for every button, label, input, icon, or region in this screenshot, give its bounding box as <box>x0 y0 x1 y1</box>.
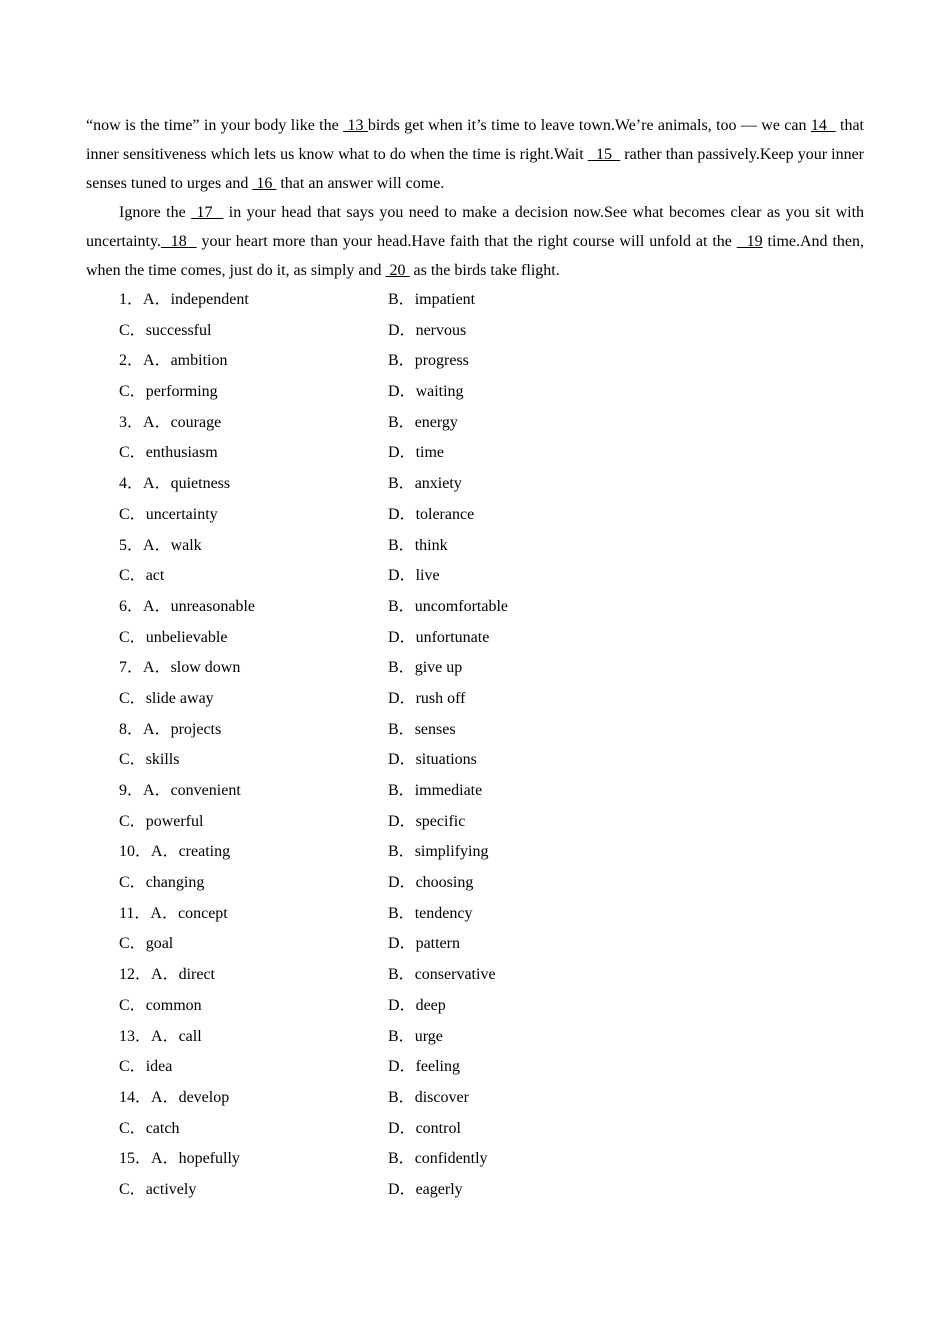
question-4-row-cd <box>119 500 819 531</box>
question-8-row-cd <box>119 745 819 776</box>
question-number: 7． <box>119 659 144 677</box>
blank-20: 20 <box>385 262 410 279</box>
option-d <box>388 561 440 592</box>
question-number: 8． <box>119 720 144 738</box>
option-text: live <box>415 567 440 585</box>
option-d <box>388 1114 461 1145</box>
option-letter: D． <box>388 1119 416 1137</box>
option-text: pattern <box>415 935 460 953</box>
option-letter: A． <box>143 352 171 370</box>
option-letter: C． <box>119 751 146 769</box>
question-13-row-cd <box>119 1052 819 1083</box>
option-d <box>388 1052 460 1083</box>
blank-13: 13 <box>343 117 368 134</box>
option-letter: A． <box>143 475 171 493</box>
passage-text: rather than passively.Keep your inner senses tuned to urges and <box>86 146 865 192</box>
question-5-row-cd <box>119 561 819 592</box>
option-d <box>388 377 464 408</box>
option-a <box>119 408 221 439</box>
question-number: 12． <box>119 966 152 984</box>
option-text: uncertainty <box>145 505 218 523</box>
option-letter: A． <box>143 659 171 677</box>
option-letter: B． <box>388 904 415 922</box>
option-c <box>119 377 218 408</box>
option-letter: D． <box>388 567 416 585</box>
option-c <box>119 561 164 592</box>
question-number: 13． <box>119 1027 152 1045</box>
option-letter: C． <box>119 321 146 339</box>
option-a <box>119 1083 229 1114</box>
option-c <box>119 991 202 1022</box>
option-letter: D． <box>388 751 416 769</box>
option-text: slow down <box>170 659 241 677</box>
option-letter: D． <box>388 383 416 401</box>
option-b <box>388 899 472 930</box>
question-3-row-ab <box>119 408 819 439</box>
option-text: catch <box>145 1119 180 1137</box>
option-c <box>119 684 214 715</box>
option-text: conservative <box>414 966 496 984</box>
question-12-row-cd <box>119 991 819 1022</box>
option-text: goal <box>145 935 174 953</box>
option-letter: D． <box>388 874 416 892</box>
option-c <box>119 1175 196 1206</box>
option-letter: C． <box>119 1058 146 1076</box>
question-2-row-ab <box>119 346 819 377</box>
option-text: hopefully <box>178 1150 240 1168</box>
option-c <box>119 929 173 960</box>
option-letter: B． <box>388 1150 415 1168</box>
option-text: eagerly <box>415 1180 463 1198</box>
option-text: specific <box>415 812 466 830</box>
question-number: 1． <box>119 291 144 308</box>
question-7-row-cd <box>119 684 819 715</box>
question-1-row-cd <box>119 316 819 347</box>
question-14-row-ab <box>119 1083 819 1114</box>
reading-passage <box>86 111 864 285</box>
option-text: waiting <box>415 383 464 401</box>
option-text: enthusiasm <box>145 444 218 462</box>
option-letter: B． <box>388 659 415 677</box>
question-14-row-cd <box>119 1114 819 1145</box>
option-a <box>119 653 240 684</box>
option-c <box>119 745 179 776</box>
option-text: impatient <box>414 291 476 308</box>
question-8-row-ab <box>119 715 819 746</box>
option-a <box>119 776 241 807</box>
option-text: nervous <box>415 321 467 339</box>
option-letter: B． <box>388 413 415 431</box>
option-letter: D． <box>388 935 416 953</box>
option-text: skills <box>145 751 180 769</box>
option-b <box>388 1144 488 1175</box>
option-d <box>388 745 477 776</box>
question-5-row-ab <box>119 531 819 562</box>
option-letter: A． <box>143 597 171 615</box>
option-a <box>119 531 202 562</box>
option-text: slide away <box>145 689 214 707</box>
option-letter: A． <box>150 904 178 922</box>
option-letter: B． <box>388 1088 415 1106</box>
option-b <box>388 837 488 868</box>
question-number: 14． <box>119 1088 152 1106</box>
option-b <box>388 653 462 684</box>
option-text: successful <box>145 321 212 339</box>
option-d <box>388 438 444 469</box>
option-b <box>388 469 462 500</box>
question-number: 5． <box>119 536 144 554</box>
passage-paragraph-1 <box>86 111 864 198</box>
option-c <box>119 623 227 654</box>
blank-14: 14 <box>810 117 836 134</box>
option-a <box>119 715 221 746</box>
option-text: urge <box>414 1027 443 1045</box>
option-letter: D． <box>388 444 416 462</box>
option-text: progress <box>414 352 469 370</box>
option-text: unfortunate <box>415 628 490 646</box>
question-7-row-ab <box>119 653 819 684</box>
option-text: control <box>415 1119 461 1137</box>
option-text: anxiety <box>414 475 462 493</box>
option-c <box>119 316 211 347</box>
option-d <box>388 991 446 1022</box>
option-a <box>119 837 230 868</box>
option-letter: C． <box>119 567 146 585</box>
question-15-row-ab <box>119 1144 819 1175</box>
option-text: senses <box>414 720 456 738</box>
option-text: quietness <box>170 475 231 493</box>
option-letter: D． <box>388 1058 416 1076</box>
option-c <box>119 500 218 531</box>
option-text: actively <box>145 1180 197 1198</box>
option-letter: C． <box>119 1180 146 1198</box>
option-text: changing <box>145 874 205 892</box>
option-letter: A． <box>151 966 179 984</box>
option-letter: A． <box>143 536 171 554</box>
option-letter: B． <box>388 291 415 308</box>
question-9-row-cd <box>119 807 819 838</box>
question-6-row-ab <box>119 592 819 623</box>
question-4-row-ab <box>119 469 819 500</box>
option-c <box>119 438 218 469</box>
option-letter: C． <box>119 812 146 830</box>
option-letter: A． <box>143 720 171 738</box>
option-d <box>388 1175 463 1206</box>
question-number: 4． <box>119 475 144 493</box>
option-d <box>388 500 474 531</box>
blank-16: 16 <box>252 175 277 192</box>
blank-18: 18 <box>160 233 197 250</box>
option-a <box>119 346 227 377</box>
option-letter: B． <box>388 597 415 615</box>
option-c <box>119 868 204 899</box>
option-letter: C． <box>119 1119 146 1137</box>
option-d <box>388 684 465 715</box>
option-text: call <box>178 1027 202 1045</box>
option-letter: C． <box>119 689 146 707</box>
option-text: deep <box>415 996 446 1014</box>
option-text: independent <box>170 291 249 308</box>
option-b <box>388 592 508 623</box>
option-text: powerful <box>145 812 204 830</box>
option-text: simplifying <box>414 843 489 861</box>
option-letter: C． <box>119 505 146 523</box>
option-letter: C． <box>119 444 146 462</box>
option-b <box>388 1083 469 1114</box>
option-text: common <box>145 996 202 1014</box>
option-text: discover <box>414 1088 469 1106</box>
option-d <box>388 868 473 899</box>
option-d <box>388 807 465 838</box>
option-letter: D． <box>388 996 416 1014</box>
option-letter: A． <box>143 413 171 431</box>
option-letter: C． <box>119 628 146 646</box>
question-11-row-ab <box>119 899 819 930</box>
passage-text: time.And then, when the time comes, just do it, as simply and <box>86 233 865 279</box>
option-letter: A． <box>151 1150 179 1168</box>
blank-19: 19 <box>736 233 763 250</box>
option-letter: B． <box>388 352 415 370</box>
question-13-row-ab <box>119 1022 819 1053</box>
question-1-row-ab <box>119 285 819 316</box>
option-letter: B． <box>388 1027 415 1045</box>
option-text: concept <box>177 904 228 922</box>
blank-17: 17 <box>191 204 224 221</box>
option-letter: C． <box>119 935 146 953</box>
option-letter: B． <box>388 475 415 493</box>
option-text: act <box>145 567 165 585</box>
option-text: situations <box>415 751 477 769</box>
option-d <box>388 623 489 654</box>
passage-text: that inner sensitiveness which lets us know what to do when the time is right.Wait <box>86 117 865 163</box>
option-letter: B． <box>388 782 415 799</box>
option-letter: C． <box>119 383 146 401</box>
answer-options-list <box>119 285 819 1206</box>
question-2-row-cd <box>119 377 819 408</box>
option-d <box>388 929 460 960</box>
option-letter: D． <box>388 505 416 523</box>
option-b <box>388 960 496 991</box>
option-letter: A． <box>151 843 179 861</box>
option-text: time <box>415 444 444 462</box>
passage-text: in your head that says you need to make a decision now.See what becomes clear as you sit with uncertainty. <box>86 204 865 250</box>
question-10-row-ab <box>119 837 819 868</box>
option-a <box>119 960 215 991</box>
option-text: rush off <box>415 689 466 707</box>
option-text: feeling <box>415 1058 460 1076</box>
option-text: ambition <box>170 352 228 370</box>
option-letter: A． <box>151 1027 179 1045</box>
option-letter: B． <box>388 966 415 984</box>
option-letter: B． <box>388 720 415 738</box>
option-letter: C． <box>119 874 146 892</box>
option-a <box>119 1144 240 1175</box>
question-number: 15． <box>119 1150 152 1168</box>
option-text: performing <box>145 383 218 401</box>
option-letter: D． <box>388 689 416 707</box>
question-10-row-cd <box>119 868 819 899</box>
option-text: choosing <box>415 874 474 892</box>
option-d <box>388 316 466 347</box>
question-12-row-ab <box>119 960 819 991</box>
option-letter: B． <box>388 536 415 554</box>
option-text: idea <box>145 1058 173 1076</box>
option-letter: D． <box>388 321 416 339</box>
option-b <box>388 346 469 377</box>
option-text: courage <box>170 413 222 431</box>
option-text: immediate <box>414 782 483 799</box>
option-b <box>388 285 475 316</box>
question-number: 6． <box>119 597 144 615</box>
option-text: projects <box>170 720 222 738</box>
option-letter: C． <box>119 996 146 1014</box>
option-b <box>388 531 448 562</box>
option-c <box>119 1114 179 1145</box>
passage-text: as the birds take flight. <box>409 262 560 279</box>
option-c <box>119 807 203 838</box>
option-a <box>119 469 230 500</box>
question-number: 3． <box>119 413 144 431</box>
passage-paragraph-2 <box>86 198 864 285</box>
question-number: 9． <box>119 782 144 799</box>
question-9-row-ab <box>119 776 819 807</box>
option-letter: D． <box>388 1180 416 1198</box>
question-6-row-cd <box>119 623 819 654</box>
option-text: creating <box>178 843 231 861</box>
question-3-row-cd <box>119 438 819 469</box>
option-letter: D． <box>388 628 416 646</box>
option-text: unbelievable <box>145 628 228 646</box>
question-number: 11． <box>119 904 151 922</box>
option-letter: A． <box>151 1088 179 1106</box>
option-letter: A． <box>143 291 171 308</box>
option-letter: D． <box>388 812 416 830</box>
option-text: confidently <box>414 1150 488 1168</box>
option-a <box>119 592 255 623</box>
passage-text: “now is the time” in your body like the <box>86 117 344 134</box>
option-text: uncomfortable <box>414 597 508 615</box>
option-b <box>388 1022 443 1053</box>
option-text: energy <box>414 413 458 431</box>
question-15-row-cd <box>119 1175 819 1206</box>
passage-text: Ignore the <box>119 204 192 221</box>
option-letter: B． <box>388 843 415 861</box>
option-a <box>119 1022 202 1053</box>
option-text: walk <box>170 536 202 554</box>
option-b <box>388 715 456 746</box>
option-letter: A． <box>143 782 171 799</box>
option-c <box>119 1052 172 1083</box>
option-b <box>388 776 482 807</box>
option-a <box>119 899 228 930</box>
option-text: give up <box>414 659 463 677</box>
option-b <box>388 408 458 439</box>
passage-text: birds get when it’s time to leave town.We’re animals, too — we can <box>367 117 811 134</box>
option-text: think <box>414 536 448 554</box>
option-text: develop <box>178 1088 230 1106</box>
option-text: direct <box>178 966 215 984</box>
option-text: unreasonable <box>170 597 255 615</box>
passage-text: that an answer will come. <box>276 175 445 192</box>
option-text: tolerance <box>415 505 475 523</box>
question-number: 2． <box>119 352 144 370</box>
option-text: tendency <box>414 904 473 922</box>
passage-text: your heart more than your head.Have faith that the right course will unfold at the <box>196 233 737 250</box>
question-number: 10． <box>119 843 152 861</box>
option-text: convenient <box>170 782 241 799</box>
option-a <box>119 285 249 316</box>
blank-15: 15 <box>587 146 621 163</box>
question-11-row-cd <box>119 929 819 960</box>
